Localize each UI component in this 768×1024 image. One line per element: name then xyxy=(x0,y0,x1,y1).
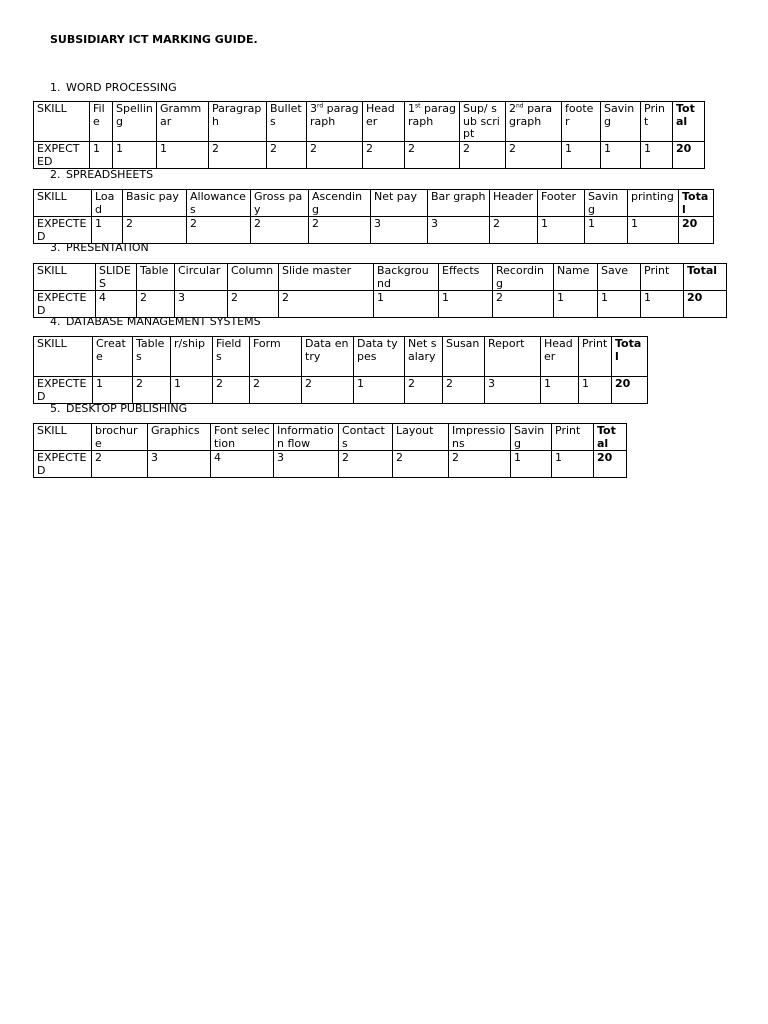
total-header: Total xyxy=(594,424,627,451)
table-cell: 2 xyxy=(279,291,374,318)
table-header-row xyxy=(34,264,727,291)
total-cell: 20 xyxy=(679,217,714,244)
table-cell: 1 xyxy=(641,142,673,169)
table-header-row xyxy=(34,424,627,451)
column-header: Tables xyxy=(133,337,171,377)
table-cell: 1 xyxy=(601,142,641,169)
section-heading-presentation xyxy=(50,241,149,254)
column-header: Print xyxy=(641,102,673,142)
table-cell: 2 xyxy=(209,142,267,169)
column-header: Data types xyxy=(354,337,405,377)
table-cell: 3 xyxy=(428,217,490,244)
table-row xyxy=(34,377,648,404)
table-cell: 2 xyxy=(267,142,307,169)
skill-label: SKILL xyxy=(34,424,92,451)
table-cell: 1 xyxy=(374,291,439,318)
column-header: Create xyxy=(93,337,133,377)
column-header: Graphics xyxy=(148,424,211,451)
table-cell: 2 xyxy=(187,217,251,244)
table-cell: 1 xyxy=(562,142,601,169)
column-header: Recording xyxy=(493,264,554,291)
total-cell: 20 xyxy=(612,377,648,404)
table-cell: 1 xyxy=(92,217,123,244)
column-header: 3rd paragraph xyxy=(307,102,363,142)
column-header: Background xyxy=(374,264,439,291)
column-header: Bullets xyxy=(267,102,307,142)
section-title: DATABASE MANAGEMENT SYSTEMS xyxy=(66,315,261,328)
skill-label: SKILL xyxy=(34,102,90,142)
table-cell: 4 xyxy=(96,291,137,318)
table-cell: 2 xyxy=(309,217,371,244)
word-processing-table xyxy=(33,101,705,169)
column-header: Fields xyxy=(213,337,250,377)
column-header: Allowances xyxy=(187,190,251,217)
column-header: Print xyxy=(641,264,684,291)
table-cell: 2 xyxy=(405,142,460,169)
document-title: SUBSIDIARY ICT MARKING GUIDE. xyxy=(50,33,258,46)
section-heading-database xyxy=(50,315,261,328)
column-header: Net salary xyxy=(405,337,443,377)
total-header: Total xyxy=(612,337,648,377)
column-header: Saving xyxy=(601,102,641,142)
table-cell: 1 xyxy=(552,451,594,478)
table-cell: 1 xyxy=(554,291,598,318)
column-header: SLIDES xyxy=(96,264,137,291)
table-cell: 2 xyxy=(490,217,538,244)
presentation-table xyxy=(33,263,727,318)
total-cell: 20 xyxy=(594,451,627,478)
column-header: Saving xyxy=(585,190,628,217)
expected-label: EXPECTED xyxy=(34,217,92,244)
column-header: Paragraph xyxy=(209,102,267,142)
table-cell: 1 xyxy=(90,142,113,169)
column-header: 2nd paragraph xyxy=(506,102,562,142)
column-header: Footer xyxy=(538,190,585,217)
skill-label: SKILL xyxy=(34,264,96,291)
column-header: Print xyxy=(552,424,594,451)
column-header: Basic pay xyxy=(123,190,187,217)
table-cell: 4 xyxy=(211,451,274,478)
table-cell: 3 xyxy=(148,451,211,478)
skill-label: SKILL xyxy=(34,337,93,377)
section-number: 2. xyxy=(50,168,61,181)
column-header: Form xyxy=(250,337,302,377)
table-cell: 2 xyxy=(213,377,250,404)
table-header-row xyxy=(34,337,648,377)
expected-label: EXPECTED xyxy=(34,451,92,478)
column-header: File xyxy=(90,102,113,142)
table-cell: 1 xyxy=(354,377,405,404)
table-cell: 2 xyxy=(92,451,148,478)
column-header: Ascending xyxy=(309,190,371,217)
column-header: Information flow xyxy=(274,424,339,451)
table-cell: 2 xyxy=(493,291,554,318)
section-number: 5. xyxy=(50,402,61,415)
expected-label: EXPECTED xyxy=(34,142,90,169)
column-header: r/ship xyxy=(171,337,213,377)
column-header: Spelling xyxy=(113,102,157,142)
table-cell: 1 xyxy=(541,377,579,404)
total-cell: 20 xyxy=(673,142,705,169)
column-header: Name xyxy=(554,264,598,291)
column-header: Header xyxy=(363,102,405,142)
table-cell: 1 xyxy=(628,217,679,244)
table-cell: 1 xyxy=(113,142,157,169)
column-header: Grammar xyxy=(157,102,209,142)
total-header: Total xyxy=(679,190,714,217)
column-header: brochure xyxy=(92,424,148,451)
column-header: Print xyxy=(579,337,612,377)
column-header: printing xyxy=(628,190,679,217)
table-row xyxy=(34,142,705,169)
column-header: Column xyxy=(228,264,279,291)
section-heading-desktop-publishing xyxy=(50,402,187,415)
table-cell: 2 xyxy=(133,377,171,404)
column-header: Net pay xyxy=(371,190,428,217)
table-cell: 2 xyxy=(405,377,443,404)
table-cell: 1 xyxy=(439,291,493,318)
column-header: Circular xyxy=(175,264,228,291)
column-header: Slide master xyxy=(279,264,374,291)
table-cell: 1 xyxy=(93,377,133,404)
table-cell: 2 xyxy=(506,142,562,169)
table-cell: 1 xyxy=(511,451,552,478)
column-header: Contacts xyxy=(339,424,393,451)
column-header: Report xyxy=(485,337,541,377)
section-title: DESKTOP PUBLISHING xyxy=(66,402,188,415)
table-cell: 2 xyxy=(393,451,449,478)
table-cell: 1 xyxy=(641,291,684,318)
table-cell: 2 xyxy=(228,291,279,318)
table-cell: 2 xyxy=(251,217,309,244)
table-cell: 2 xyxy=(363,142,405,169)
column-header: Load xyxy=(92,190,123,217)
database-table xyxy=(33,336,648,404)
section-number: 4. xyxy=(50,315,61,328)
table-cell: 3 xyxy=(175,291,228,318)
column-header: Sup/ sub script xyxy=(460,102,506,142)
table-cell: 2 xyxy=(302,377,354,404)
table-cell: 2 xyxy=(137,291,175,318)
column-header: Gross pay xyxy=(251,190,309,217)
column-header: Save xyxy=(598,264,641,291)
table-row xyxy=(34,451,627,478)
column-header: 1st paragraph xyxy=(405,102,460,142)
expected-label: EXPECTED xyxy=(34,291,96,318)
section-number: 3. xyxy=(50,241,61,254)
table-row xyxy=(34,217,714,244)
table-cell: 3 xyxy=(274,451,339,478)
column-header: Header xyxy=(541,337,579,377)
spreadsheets-table xyxy=(33,189,714,244)
table-cell: 2 xyxy=(443,377,485,404)
table-cell: 2 xyxy=(307,142,363,169)
table-cell: 1 xyxy=(538,217,585,244)
table-cell: 1 xyxy=(171,377,213,404)
column-header: Font selection xyxy=(211,424,274,451)
table-row xyxy=(34,291,727,318)
table-cell: 1 xyxy=(585,217,628,244)
table-cell: 2 xyxy=(123,217,187,244)
desktop-publishing-table xyxy=(33,423,627,478)
table-cell: 2 xyxy=(339,451,393,478)
table-cell: 2 xyxy=(250,377,302,404)
section-number: 1. xyxy=(50,81,61,94)
table-header-row xyxy=(34,190,714,217)
column-header: Susan xyxy=(443,337,485,377)
table-cell: 1 xyxy=(598,291,641,318)
total-header: Total xyxy=(684,264,727,291)
column-header: Bar graph xyxy=(428,190,490,217)
table-cell: 2 xyxy=(449,451,511,478)
table-cell: 1 xyxy=(157,142,209,169)
column-header: Saving xyxy=(511,424,552,451)
table-cell: 3 xyxy=(485,377,541,404)
column-header: Table xyxy=(137,264,175,291)
total-cell: 20 xyxy=(684,291,727,318)
section-title: SPREADSHEETS xyxy=(66,168,154,181)
total-header: Total xyxy=(673,102,705,142)
column-header: Layout xyxy=(393,424,449,451)
section-title: PRESENTATION xyxy=(66,241,149,254)
table-cell: 2 xyxy=(460,142,506,169)
section-heading-word-processing xyxy=(50,81,177,94)
section-title: WORD PROCESSING xyxy=(66,81,177,94)
table-cell: 1 xyxy=(579,377,612,404)
table-header-row xyxy=(34,102,705,142)
column-header: Header xyxy=(490,190,538,217)
column-header: Data entry xyxy=(302,337,354,377)
column-header: Impressions xyxy=(449,424,511,451)
column-header: Effects xyxy=(439,264,493,291)
skill-label: SKILL xyxy=(34,190,92,217)
expected-label: EXPECTED xyxy=(34,377,93,404)
column-header: footer xyxy=(562,102,601,142)
table-cell: 3 xyxy=(371,217,428,244)
section-heading-spreadsheets xyxy=(50,168,153,181)
